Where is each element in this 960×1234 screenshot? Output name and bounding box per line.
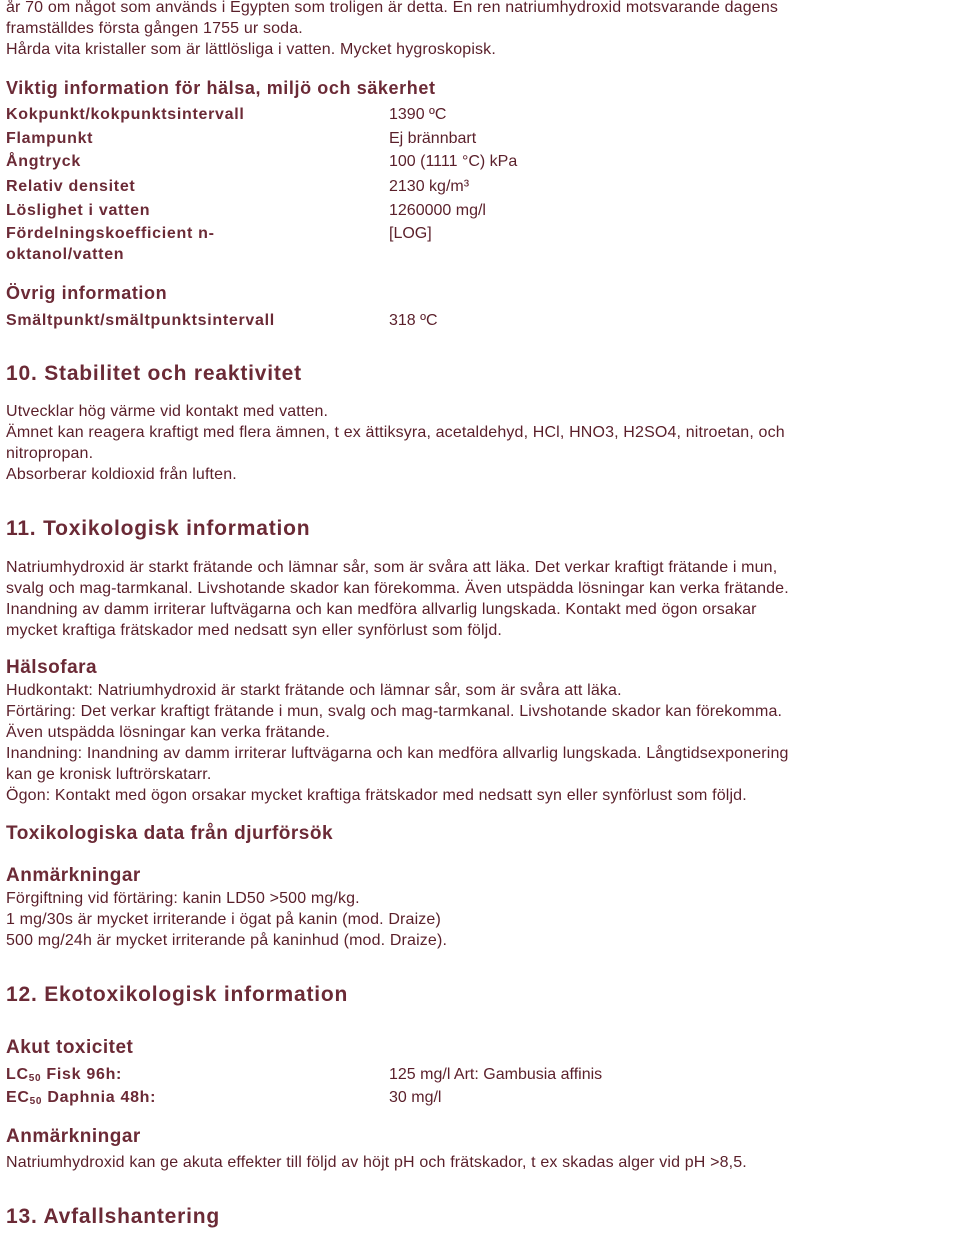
section-11-line-2: svalg och mag-tarmkanal. Livshotande skador kan förekomma. Även utspädda lösningar kan verka frätande.: [6, 580, 789, 597]
toxicity-label: [6, 1087, 366, 1112]
toxicity-value: 125 mg/l Art: Gambusia affinis: [389, 1066, 603, 1083]
property-value: 2130 kg/m³: [389, 178, 470, 195]
remarks-line-2: 1 mg/30s är mycket irriterande i ögat på kanin (mod. Draize): [6, 911, 441, 928]
property-value: 1390 ºC: [389, 106, 447, 123]
section-10-line-1: Utvecklar hög värme vid kontakt med vatten.: [6, 403, 329, 420]
section-12-heading: 12. Ekotoxikologisk information: [6, 983, 349, 1006]
toxicity-value: 30 mg/l: [389, 1089, 442, 1106]
lc-subscript: 50: [28, 1073, 42, 1084]
property-label: Relativ densitet: [6, 178, 136, 195]
property-value: [LOG]: [389, 225, 432, 242]
health-hazard-heading: Hälsofara: [6, 657, 98, 678]
ec-subscript: 50: [29, 1096, 43, 1107]
health-hazard-line-5: kan ge kronisk luftrörskatarr.: [6, 766, 212, 783]
section-10-line-3: nitropropan.: [6, 445, 94, 462]
lc-suffix: Fisk 96h:: [41, 1066, 123, 1083]
section-11-line-4: mycket kraftiga frätskador med nedsatt syn eller synförlust som följd.: [6, 622, 503, 639]
property-value: 318 ºC: [389, 312, 438, 329]
remarks-line-3: 500 mg/24h är mycket irriterande på kaninhud (mod. Draize).: [6, 932, 448, 949]
eco-remarks-line-1: Natriumhydroxid kan ge akuta effekter till följd av höjt pH och frätskador, t ex skadas alger vid pH >8,5.: [6, 1154, 747, 1171]
property-label: Ångtryck: [6, 153, 81, 170]
ec-suffix: Daphnia 48h:: [42, 1089, 157, 1106]
section-13-heading: 13. Avfallshantering: [6, 1205, 221, 1228]
property-label: [6, 223, 366, 265]
intro-line-2: framställdes första gången 1755 ur soda.: [6, 20, 303, 37]
health-hazard-line-6: Ögon: Kontakt med ögon orsakar mycket kraftiga frätskador med nedsatt syn eller synförlust som följd.: [6, 787, 747, 804]
intro-line-1: år 70 om något som används i Egypten som troligen är detta. En ren natriumhydroxid motsvarande dagens: [6, 0, 779, 16]
property-label-line-1: Fördelningskoefficient n-: [6, 225, 215, 242]
eco-remarks-body: [6, 1152, 954, 1173]
health-hazard-line-2: Förtäring: Det verkar kraftigt frätande i mun, svalg och mag-tarmkanal. Livshotande skador kan förekomma.: [6, 703, 783, 720]
lc-prefix: LC: [6, 1066, 29, 1083]
property-label: Flampunkt: [6, 130, 94, 147]
acute-toxicity-heading: Akut toxicitet: [6, 1037, 134, 1058]
section-10-heading: 10. Stabilitet och reaktivitet: [6, 362, 302, 385]
eco-remarks-heading: Anmärkningar: [6, 1126, 141, 1147]
health-hazard-body: [6, 680, 954, 806]
ec-prefix: EC: [6, 1089, 30, 1106]
section-11-body: [6, 557, 954, 641]
property-label-line-2: oktanol/vatten: [6, 246, 125, 263]
health-hazard-line-1: Hudkontakt: Natriumhydroxid är starkt frätande och lämnar sår, som är svåra att läka.: [6, 682, 622, 699]
section-11-line-3: Inandning av damm irriterar luftvägarna och kan medföra allvarlig lungskada. Kontakt med ögon orsakar: [6, 601, 757, 618]
health-hazard-line-3: Även utspädda lösningar kan verka frätande.: [6, 724, 330, 741]
property-value: 100 (1111 °C) kPa: [389, 153, 518, 170]
property-label: Kokpunkt/kokpunktsintervall: [6, 106, 245, 123]
section-10-line-4: Absorberar koldioxid från luften.: [6, 466, 237, 483]
property-value: 1260000 mg/l: [389, 202, 486, 219]
remarks-heading: Anmärkningar: [6, 865, 141, 886]
animal-data-heading: Toxikologiska data från djurförsök: [6, 823, 334, 844]
section-10-body: [6, 401, 954, 485]
other-info-heading: Övrig information: [6, 283, 168, 303]
property-value: Ej brännbart: [389, 130, 477, 147]
property-label: Löslighet i vatten: [6, 202, 151, 219]
property-label: Smältpunkt/smältpunktsintervall: [6, 312, 275, 329]
remarks-body: [6, 888, 954, 951]
remarks-line-1: Förgiftning vid förtäring: kanin LD50 >500 mg/kg.: [6, 890, 360, 907]
section-11-line-1: Natriumhydroxid är starkt frätande och lämnar sår, som är svåra att läka. Det verkar kraftigt frätande i mun,: [6, 559, 778, 576]
health-heading: Viktig information för hälsa, miljö och säkerhet: [6, 78, 436, 98]
intro-line-3: Hårda vita kristaller som är lättlösliga i vatten. Mycket hygroskopisk.: [6, 41, 496, 58]
section-10-line-2: Ämnet kan reagera kraftigt med flera ämnen, t ex ättiksyra, acetaldehyd, HCl, HNO3, H2SO4, nitroetan, och: [6, 424, 785, 441]
health-hazard-line-4: Inandning: Inandning av damm irriterar luftvägarna och kan medföra allvarlig lungskada. Långtidsexponering: [6, 745, 789, 762]
section-11-heading: 11. Toxikologisk information: [6, 517, 311, 540]
toxicity-label: [6, 1064, 366, 1089]
intro-paragraph: [6, 0, 954, 60]
